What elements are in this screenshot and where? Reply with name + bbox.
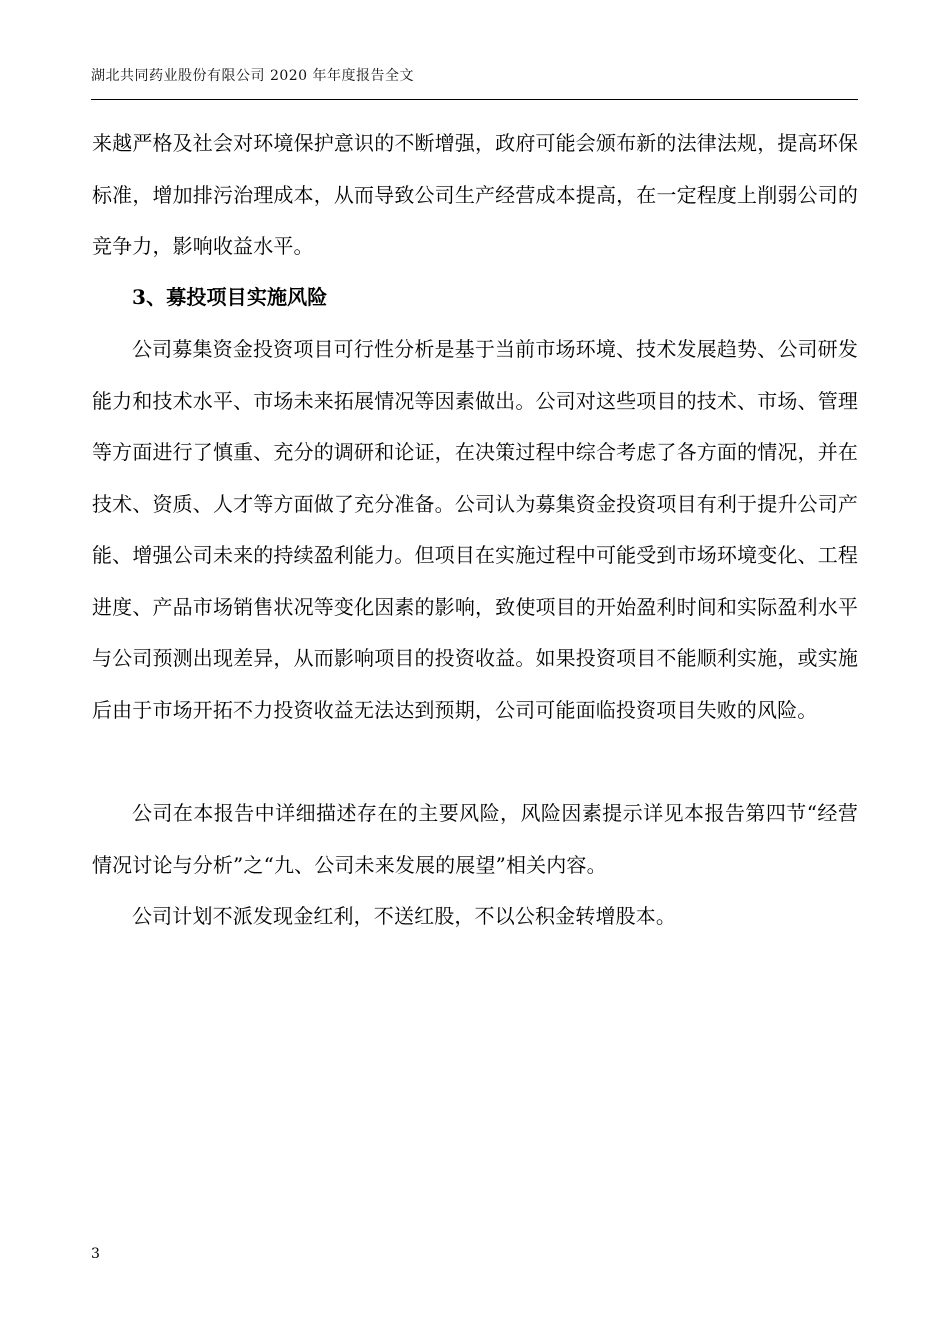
section-heading-fundraising-project-risk: 3、募投项目实施风险 xyxy=(132,285,328,309)
page-number: 3 xyxy=(91,1246,100,1262)
header-divider xyxy=(91,99,858,100)
page-header: 湖北共同药业股份有限公司 2020 年年度报告全文 xyxy=(91,68,415,84)
paragraph-fundraising-project-risk: 公司募集资金投资项目可行性分析是基于当前市场环境、技术发展趋势、公司研发能力和技术水平、市场未来拓展情况等因素做出。公司对这些项目的技术、市场、管理等方面进行了慎重、充分的调研和论证，在决策过程中综合考虑了各方面的情况，并在技术、资质、人才等方面做了充分准备。公司认为募集资金投资项目有利于提升公司产能、增强公司未来的持续盈利能力。但项目在实施过程中可能受到市场环境变化、工程进度、产品市场销售状况等变化因素的影响，致使项目的开始盈利时间和实际盈利水平与公司预测出现差异，从而影响项目的投资收益。如果投资项目不能顺利实施，或实施后由于市场开拓不力投资收益无法达到预期，公司可能面临投资项目失败的风险。 xyxy=(92,337,858,722)
paragraph-environmental-risk-continued: 来越严格及社会对环境保护意识的不断增强，政府可能会颁布新的法律法规，提高环保标准，增加排污治理成本，从而导致公司生产经营成本提高，在一定程度上削弱公司的竞争力，影响收益水平。 xyxy=(92,131,858,258)
paragraph-dividend-plan: 公司计划不派发现金红利，不送红股，不以公积金转增股本。 xyxy=(132,904,677,928)
paragraph-risk-reference: 公司在本报告中详细描述存在的主要风险，风险因素提示详见本报告第四节“经营情况讨论与分析”之“九、公司未来发展的展望”相关内容。 xyxy=(92,801,858,877)
